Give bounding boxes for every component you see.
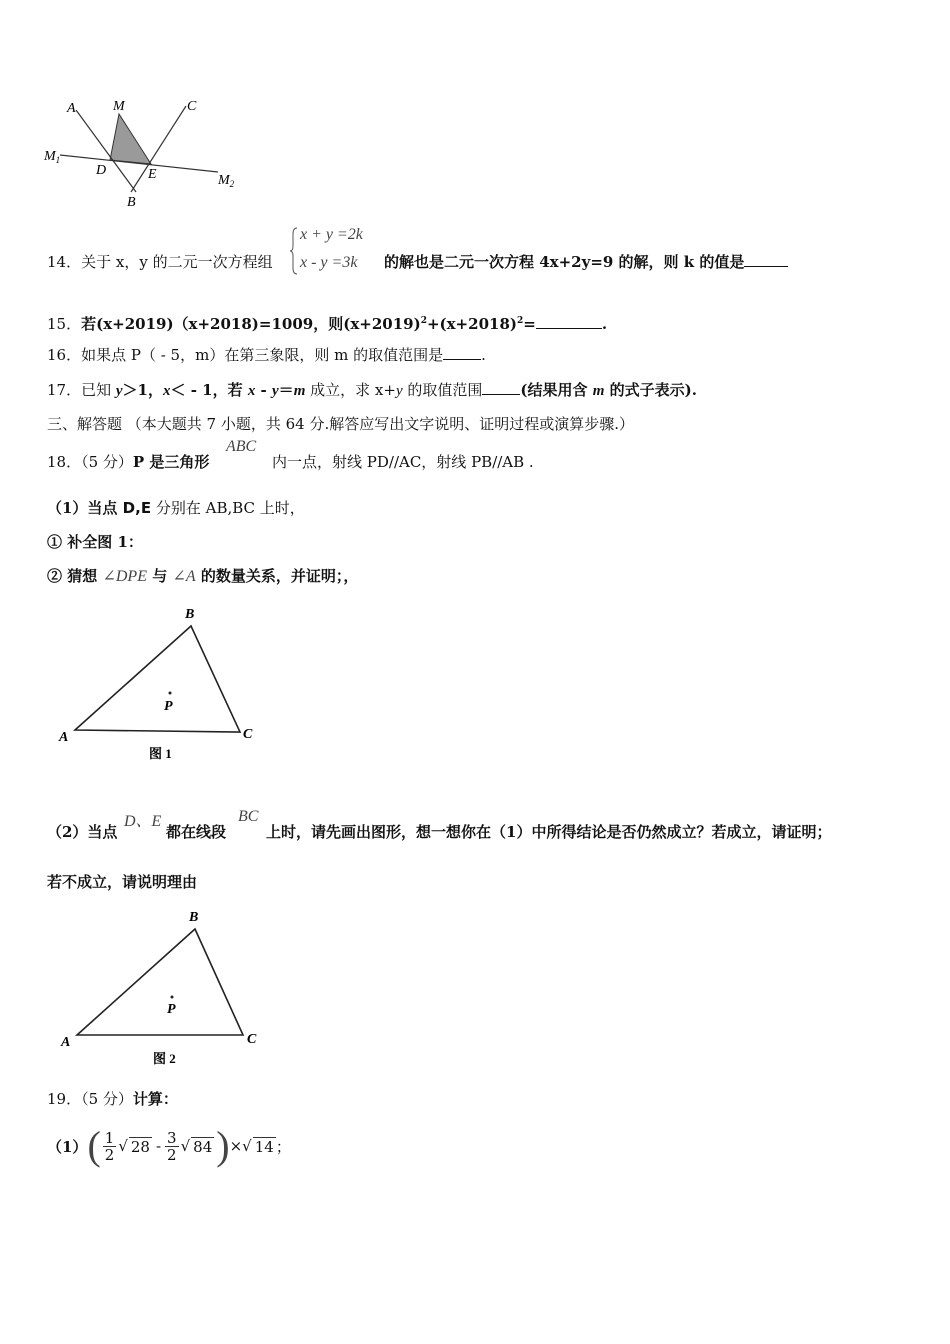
- figure-1-triangle: [55, 600, 265, 770]
- q17-number: 17．: [47, 381, 82, 399]
- q19-1-radicand2: 84: [193, 1137, 213, 1156]
- q14-equation-system: [289, 226, 381, 276]
- q19-1-frac1-num: 1: [104, 1128, 115, 1147]
- left-brace-icon: [289, 226, 299, 276]
- q18-1a-text: ① 补全图 1：: [47, 533, 143, 551]
- q17-text-a: 已知: [81, 381, 116, 399]
- q17-text-e: ＝: [278, 381, 294, 399]
- q19-score: （5 分）: [81, 1090, 133, 1108]
- q17-text-f: 成立，求 x+: [305, 381, 396, 399]
- q18-2-de: D、E: [124, 813, 162, 830]
- q14-number: 14．: [47, 253, 82, 271]
- q14-text-post: 的解也是二元一次方程 4x+2y=9 的解，则 k 的值是: [384, 253, 745, 271]
- section-3-heading: [47, 414, 634, 434]
- question-18: [47, 452, 209, 472]
- q15-text-a: 若(x+2019)（x+2018)=1009，则(x+2019): [81, 315, 421, 333]
- fig2-label-p: P: [167, 1002, 176, 1017]
- q18-1-text-b: 分别在 AB,BC 上时，: [151, 499, 305, 517]
- question-17: [47, 380, 697, 401]
- q18-text-b-line: [272, 452, 534, 472]
- q18-part-1: [47, 498, 305, 518]
- q18-abc: ABC: [226, 438, 257, 455]
- q15-text-b: +(x+2018): [426, 315, 517, 333]
- q17-text-h: (结果用含: [520, 381, 593, 399]
- q16-number: 16．: [47, 346, 82, 364]
- q17-text-g: 的取值范围: [402, 381, 483, 399]
- q19-1-frac2-num: 3: [167, 1128, 177, 1147]
- q18-2-bc: BC: [238, 808, 259, 825]
- q16-end: .: [481, 346, 486, 364]
- q18-1b-text-a: ② 猜想: [47, 567, 98, 585]
- figure-2-triangle: [55, 905, 265, 1070]
- q18-text-b: 内一点，射线 PD//AC，射线 PB//AB .: [272, 453, 534, 471]
- q18-score: （5 分）: [81, 453, 133, 471]
- q17-var-x2: x: [247, 383, 256, 399]
- q17-text-c: ＜ - 1，若: [170, 381, 248, 399]
- fig2-label-c: C: [247, 1032, 257, 1047]
- q18-2-text-c-line: [266, 822, 831, 842]
- question-15: [47, 311, 607, 334]
- q18-1b-text-b: 与: [152, 567, 168, 585]
- q17-var-m2: m: [592, 383, 605, 399]
- q18-1b-text-c: 的数量关系，并证明；，: [200, 567, 359, 585]
- right-paren-icon: ): [216, 1123, 230, 1168]
- point-p-1: [169, 692, 172, 695]
- section-3-text: 三、解答题 （本大题共 7 小题，共 64 分.解答应写出文字说明、证明过程或演算步骤.）: [47, 415, 635, 433]
- q15-answer-blank[interactable]: [536, 314, 602, 329]
- q14-text-post-line: [384, 252, 788, 272]
- q18-1-text-a: （1）当点: [47, 499, 123, 517]
- q17-text-b: ＞1，: [122, 381, 163, 399]
- question-14: [47, 252, 273, 272]
- q17-var-y: y: [115, 383, 123, 399]
- label-m: M: [113, 99, 125, 114]
- q19-number: 19．: [47, 1090, 82, 1108]
- q14-text-pre: 关于 x，y 的二元一次方程组: [81, 253, 273, 271]
- q18-number: 18．: [47, 453, 82, 471]
- fig1-label-b: B: [185, 607, 195, 622]
- q18-1b-angle-dpe: ∠DPE: [102, 568, 147, 585]
- figure-lines-m1m2: [40, 92, 250, 212]
- q17-var-y2: y: [272, 383, 279, 399]
- q17-var-y3: y: [395, 383, 403, 399]
- q17-var-m: m: [293, 383, 306, 399]
- q18-2-text-b-line: [166, 822, 226, 842]
- q18-1b-angle-a: ∠A: [172, 568, 196, 585]
- q19-1-frac1: [103, 1130, 117, 1163]
- fig2-label-a: A: [61, 1035, 71, 1050]
- q18-1-de: D,E: [122, 499, 152, 517]
- q19-1-times: ×: [229, 1137, 243, 1155]
- q18-part-2: [47, 822, 117, 842]
- q16-text: 如果点 P（ - 5，m）在第三象限，则 m 的取值范围是: [81, 346, 444, 364]
- q18-part-1b: [47, 566, 358, 587]
- q14-answer-blank[interactable]: [744, 252, 788, 267]
- shaded-triangle: [110, 114, 151, 164]
- fig2-caption: 图 2: [153, 1051, 176, 1066]
- q19-text: 计算：: [132, 1090, 178, 1108]
- q14-eq1: x + y =2k: [300, 226, 363, 243]
- q14-eq2: x - y =3k: [300, 254, 358, 271]
- q19-1-minus: -: [155, 1137, 162, 1155]
- label-d: D: [96, 163, 107, 178]
- label-b: B: [127, 195, 136, 210]
- sqrt-icon: √: [180, 1137, 191, 1155]
- q18-2-text-c: 上时，请先画出图形，想一想你在（1）中所得结论是否仍然成立？若成立，请证明；: [266, 823, 832, 841]
- label-c: C: [187, 99, 197, 114]
- q19-1-radicand1: 28: [130, 1137, 150, 1156]
- sqrt-icon: √: [118, 1137, 128, 1155]
- q18-part-1a: [47, 532, 143, 552]
- fig1-label-p: P: [164, 699, 173, 714]
- q18-2-text-a: （2）当点: [47, 823, 118, 841]
- q19-1-frac2: [165, 1130, 179, 1163]
- q17-text-i: 的式子表示).: [604, 381, 697, 399]
- label-e: E: [148, 167, 157, 182]
- point-p-2: [171, 996, 174, 999]
- fig1-caption: 图 1: [149, 746, 172, 761]
- q15-sup1: 2: [420, 316, 427, 326]
- triangle-abc-2: [77, 929, 243, 1035]
- q16-answer-blank[interactable]: [443, 345, 481, 360]
- q15-number: 15．: [47, 315, 82, 333]
- label-m2: $M_2$: [218, 173, 235, 189]
- q19-1-frac2-den: 2: [167, 1145, 177, 1164]
- fig2-label-b: B: [189, 910, 199, 925]
- q17-text-d: -: [255, 381, 272, 399]
- q19-1-label: （1）: [47, 1137, 88, 1156]
- fig1-label-c: C: [243, 727, 253, 742]
- q18-2-text-b: 都在线段: [166, 823, 227, 841]
- q17-answer-blank[interactable]: [482, 380, 520, 395]
- q19-1-radicand3: 14: [254, 1137, 274, 1156]
- question-19: [47, 1089, 178, 1109]
- q19-1-end: ；: [275, 1137, 291, 1156]
- sqrt-icon: √: [242, 1137, 252, 1155]
- q18-2b-text: 若不成立，请说明理由: [47, 873, 198, 891]
- q15-sup2: 2: [516, 316, 524, 326]
- triangle-abc-1: [75, 626, 240, 732]
- label-a: A: [67, 101, 76, 116]
- q17-var-x: x: [162, 383, 171, 399]
- fig1-label-a: A: [59, 730, 69, 745]
- label-m1: $M_1$: [44, 149, 61, 165]
- left-paren-icon: (: [87, 1123, 101, 1168]
- q15-text-c: =: [523, 315, 536, 333]
- q18-part-2b: [47, 872, 197, 892]
- q18-text-a: P 是三角形: [132, 453, 210, 471]
- q19-part-1: [47, 1120, 291, 1172]
- q19-1-frac1-den: 2: [104, 1145, 115, 1164]
- q15-end: .: [601, 315, 608, 333]
- question-16: [47, 345, 486, 365]
